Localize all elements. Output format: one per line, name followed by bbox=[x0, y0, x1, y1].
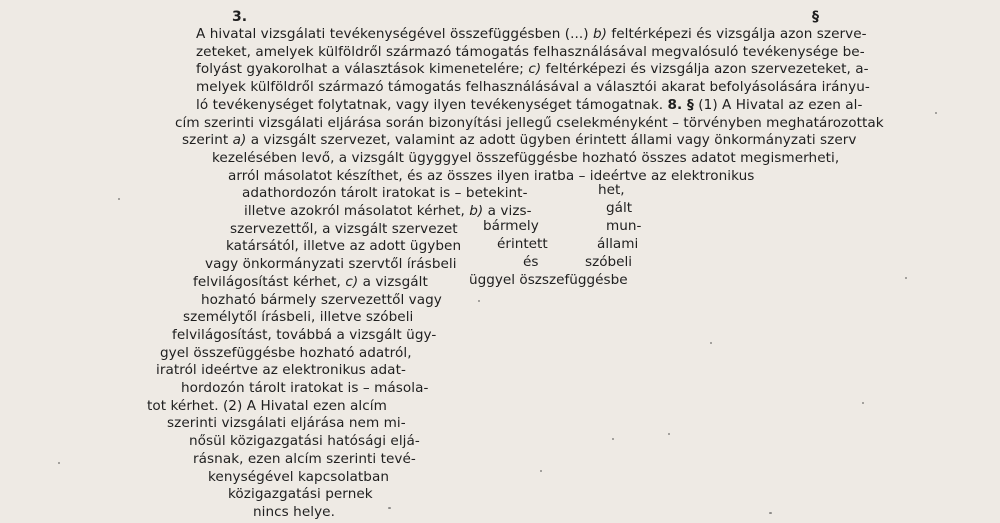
text-run: szerinti vizsgálati eljárása nem mi- bbox=[167, 415, 406, 432]
paper-speck bbox=[769, 512, 772, 514]
text-run: ló tevékenységet folytatnak, vagy ilyen tevékenységet támogatnak. bbox=[196, 96, 668, 113]
text-fragment: bármely bbox=[483, 218, 539, 234]
text-line bbox=[201, 291, 442, 309]
text-line bbox=[228, 485, 373, 503]
text-run: hozható bármely szervezettől vagy bbox=[201, 291, 442, 308]
text-run: cím szerinti vizsgálati eljárása során bizonyítási jellegű cselekményként – törvényben meghatározottak bbox=[175, 114, 884, 131]
text-line bbox=[226, 237, 461, 255]
text-line bbox=[160, 344, 412, 362]
text-run: hordozón tárolt iratokat is – másola- bbox=[181, 380, 429, 396]
text-run: gyel összefüggésbe hozható adatról, bbox=[160, 344, 412, 361]
text-run: személytől írásbeli, illetve szóbeli bbox=[183, 309, 414, 326]
text-fragment: érintett bbox=[497, 236, 548, 252]
text-run: zeteket, amelyek külföldről származó támogatás felhasználásával megvalósuló tevékenysége be- bbox=[196, 43, 865, 60]
text-run: közigazgatási pernek bbox=[228, 486, 373, 503]
paper-speck bbox=[58, 462, 60, 464]
text-run: kenységével kapcsolatban bbox=[208, 468, 390, 485]
text-run: iratról ideértve az elektronikus adat- bbox=[156, 362, 406, 379]
text-run: tot kérhet. (2) A Hivatal ezen alcím bbox=[147, 397, 387, 414]
text-run: nősül közigazgatási hatósági eljá- bbox=[189, 433, 420, 450]
text-run: melyek külföldről származó támogatás felhasználásával a választói akarat befolyásolására irányu- bbox=[196, 79, 870, 96]
text-line bbox=[205, 255, 457, 273]
text-run: folyást gyakorolhat a választások kimenetelére; bbox=[196, 61, 529, 78]
text-line bbox=[196, 25, 867, 43]
text-fragment: szóbeli bbox=[585, 254, 633, 270]
text-run: rásnak, ezen alcím szerinti tevé- bbox=[193, 450, 416, 467]
text-line bbox=[189, 432, 420, 450]
paper-speck bbox=[612, 438, 614, 440]
text-run: katársától, illetve az adott ügyben bbox=[226, 238, 462, 255]
enumerator-label: b) bbox=[592, 26, 607, 42]
enumerator-label: c) bbox=[528, 61, 542, 78]
text-run: A hivatal vizsgálati tevékenységével összefüggésben (...) bbox=[196, 26, 593, 42]
paper-speck bbox=[710, 342, 712, 344]
article-number: 3. bbox=[232, 9, 248, 25]
paper-speck bbox=[388, 507, 391, 509]
text-run: feltérképezi és vizsgálja azon szerve- bbox=[607, 26, 867, 42]
paper-speck bbox=[668, 433, 670, 435]
enumerator-label: a) bbox=[232, 132, 247, 149]
text-run: feltérképezi és vizsgálja azon szervezeteket, a- bbox=[541, 61, 869, 78]
section-sign: § bbox=[812, 9, 819, 25]
text-run: szerint bbox=[182, 132, 233, 149]
text-line bbox=[156, 361, 406, 379]
text-line bbox=[167, 414, 406, 432]
text-line bbox=[182, 131, 857, 149]
text-run: vagy önkormányzati szervtől írásbeli bbox=[205, 256, 457, 273]
text-run: szervezettől, a vizsgált szervezet bbox=[230, 220, 458, 237]
text-line bbox=[230, 220, 458, 238]
text-line bbox=[181, 379, 428, 397]
text-line bbox=[208, 468, 389, 486]
text-line bbox=[212, 149, 839, 167]
enumerator-label: c) bbox=[345, 273, 359, 290]
paper-speck bbox=[118, 198, 120, 200]
text-line bbox=[253, 503, 335, 521]
text-fragment: üggyel öszszefüggésbe bbox=[469, 272, 628, 288]
text-run: nincs helye. bbox=[253, 503, 335, 520]
text-line bbox=[196, 78, 870, 96]
text-run: felvilágosítást kérhet, bbox=[193, 273, 346, 290]
text-run: arról másolatot készíthet, és az összes ilyen iratba – ideértve az elektronikus bbox=[228, 167, 755, 184]
text-run: felvilágosítást, továbbá a vizsgált ügy- bbox=[172, 326, 437, 343]
section-reference: 8. § bbox=[667, 96, 694, 113]
text-line bbox=[196, 60, 869, 78]
text-line bbox=[175, 114, 884, 132]
text-fragment: gált bbox=[606, 200, 633, 216]
text-line bbox=[196, 96, 862, 114]
text-run: illetve azokról másolatot kérhet, bbox=[244, 203, 470, 219]
text-line bbox=[183, 308, 413, 326]
text-run: adathordozón tárolt iratokat is – betekint- bbox=[242, 185, 528, 202]
text-fragment: het, bbox=[598, 182, 625, 198]
text-line bbox=[196, 43, 865, 61]
enumerator-label: b) bbox=[469, 203, 484, 219]
paper-speck bbox=[478, 300, 480, 302]
text-line bbox=[242, 184, 528, 202]
paper-speck bbox=[905, 277, 907, 279]
text-line bbox=[228, 167, 754, 185]
paper-speck bbox=[540, 470, 542, 472]
text-line bbox=[172, 326, 436, 344]
text-run: a vizsgált szervezet, valamint az adott ügyben érintett állami vagy önkormányzati szerv bbox=[246, 132, 857, 149]
text-line bbox=[193, 273, 428, 291]
text-run: (1) A Hivatal az ezen al- bbox=[693, 96, 863, 113]
text-line bbox=[193, 450, 416, 468]
text-run: a vizs- bbox=[483, 203, 532, 219]
text-run: a vizsgált bbox=[358, 273, 428, 290]
text-line bbox=[147, 397, 387, 415]
text-run: kezelésében levő, a vizsgált ügyggyel összefüggésbe hozható összes adatot megismerheti, bbox=[212, 149, 840, 166]
text-fragment: állami bbox=[597, 236, 639, 252]
paper-speck bbox=[935, 112, 937, 114]
text-fragment: és bbox=[523, 254, 539, 270]
text-fragment: mun- bbox=[606, 218, 642, 234]
paper-speck bbox=[862, 402, 864, 404]
